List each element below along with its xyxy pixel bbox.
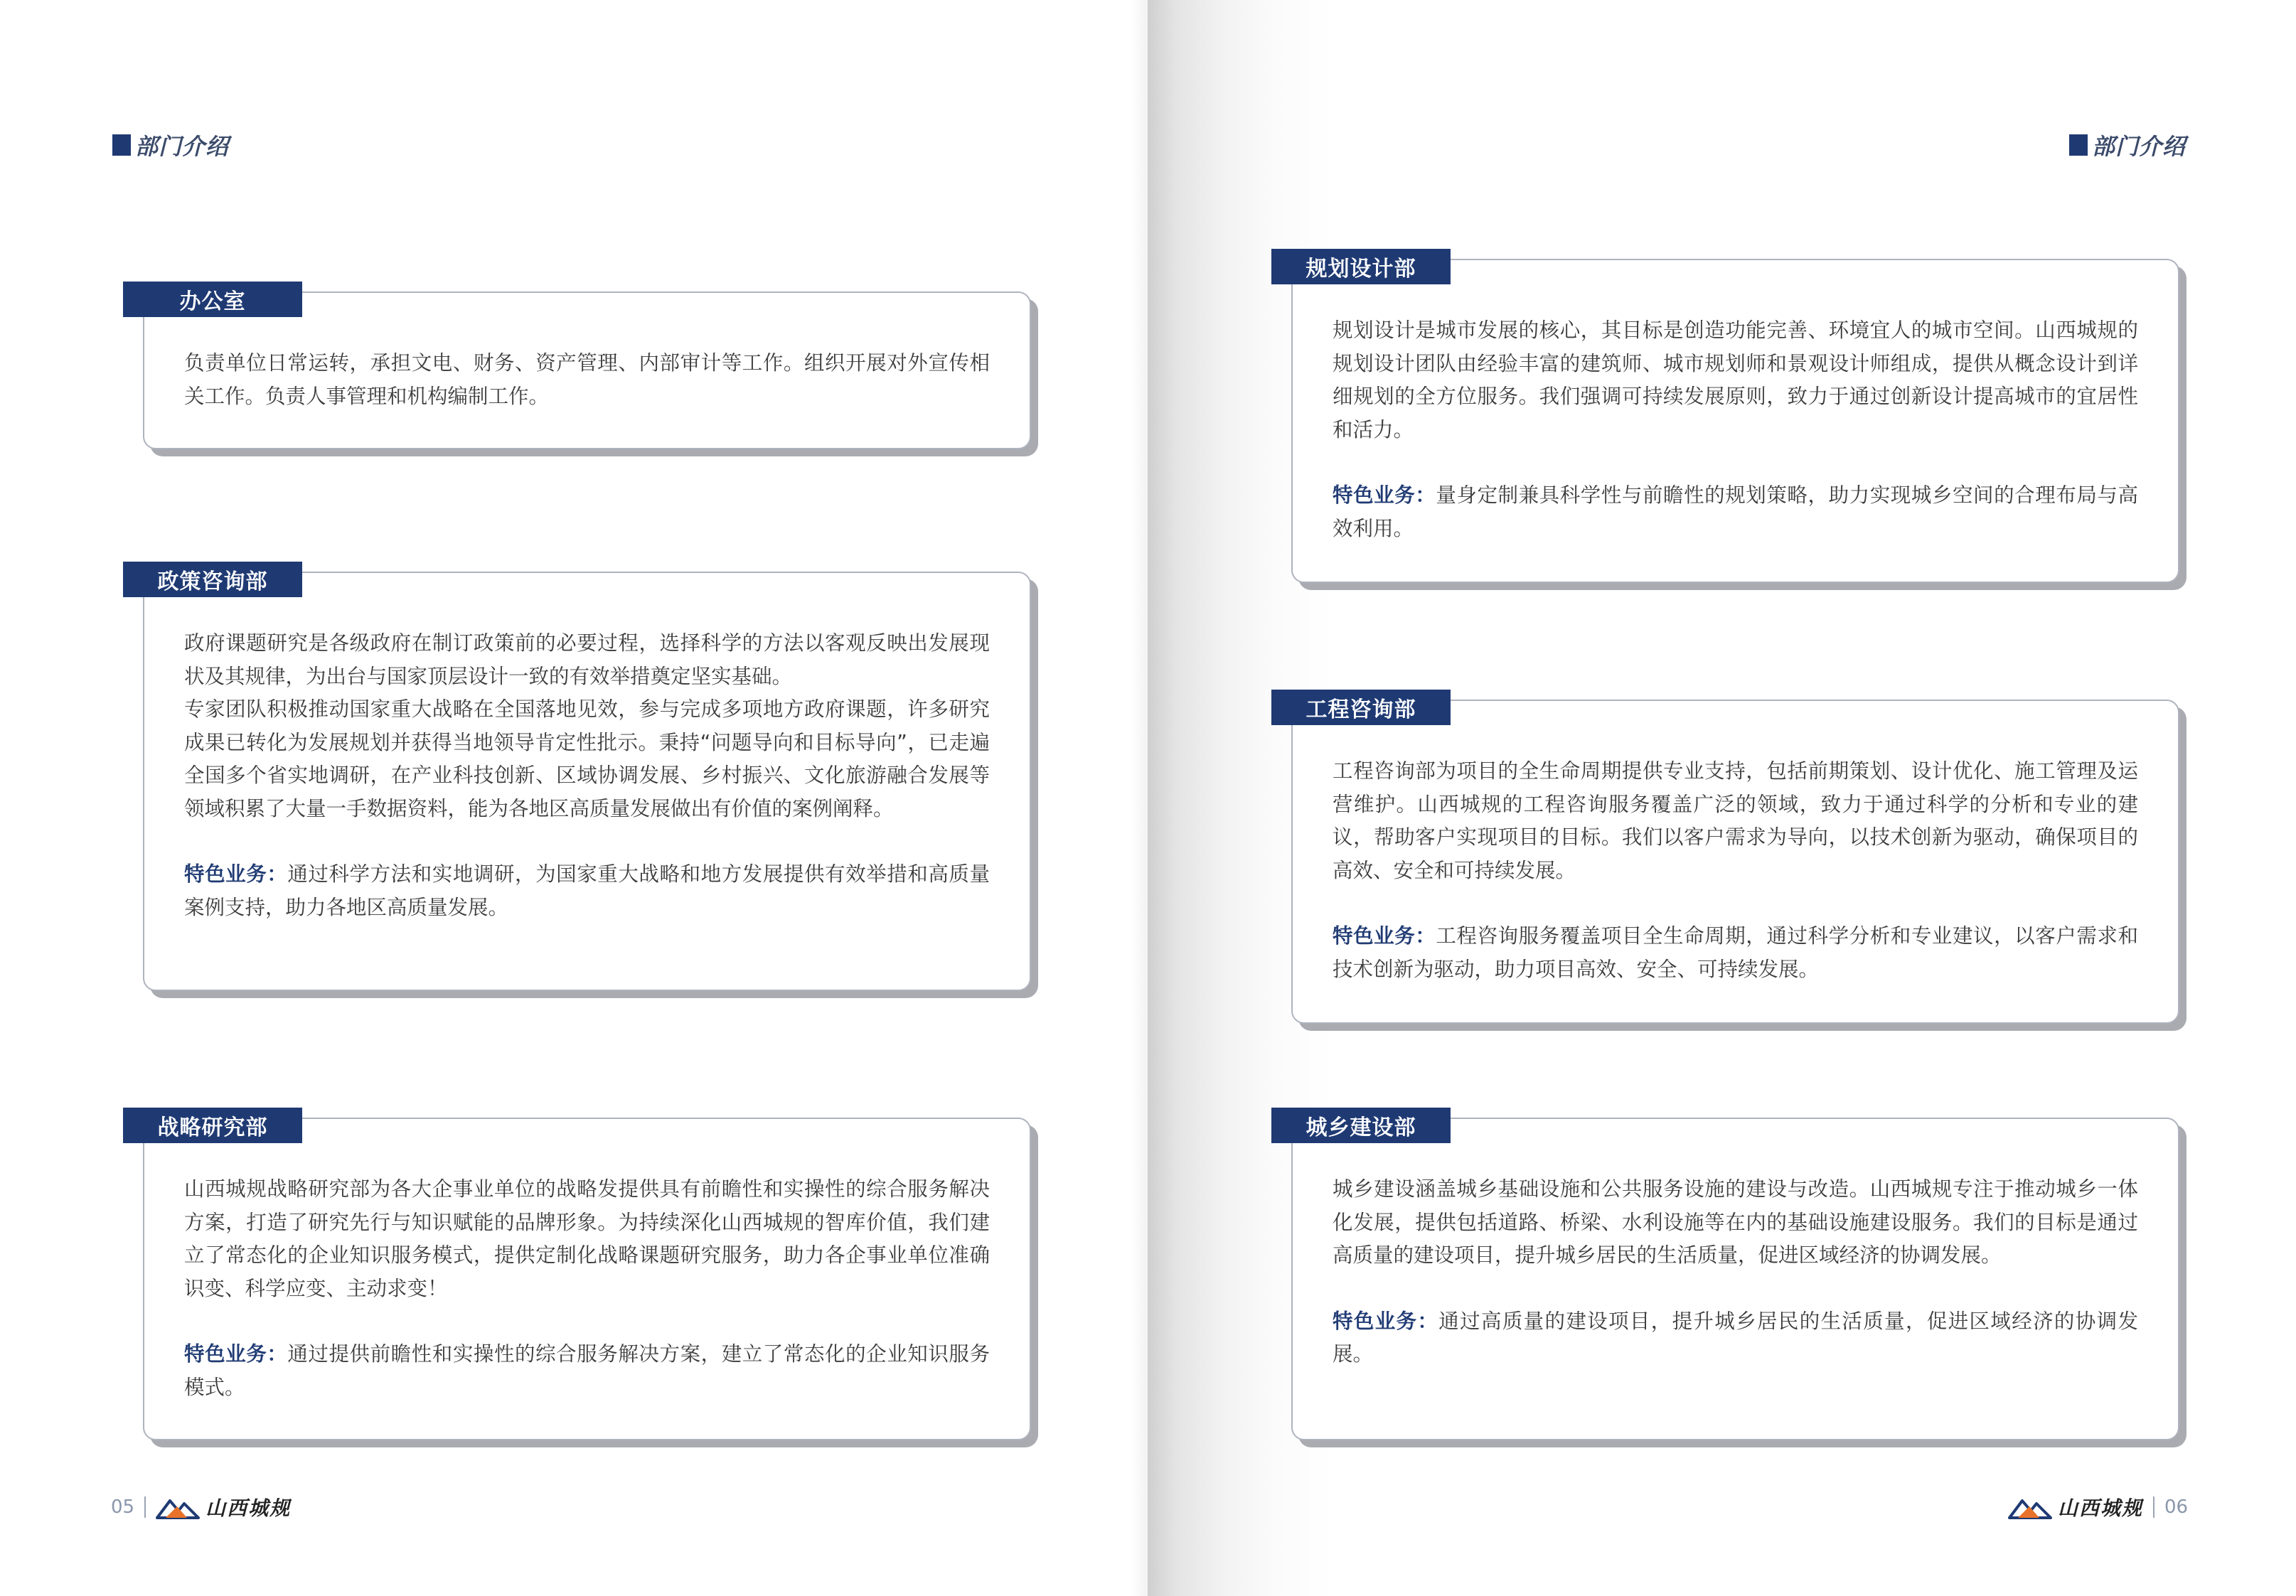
card-paragraph: 工程咨询部为项目的全生命周期提供专业支持，包括前期策划、设计优化、施工管理及运营维护。山西城规的工程咨询服务覆盖广泛的领域，致力于通过科学的分析和专业的建议，帮助客户实现项目的目标。我们以客户需求为导向，以技术创新为驱动，确保项目的高效、安全和可持续发展。 [1333,759,2138,882]
mountain-logo-icon [156,1495,200,1519]
card-paragraph: 专家团队积极推动国家重大战略在全国落地见效，参与完成多项地方政府课题，许多研究成果已转化为发展规划并获得当地领导肯定性批示。秉持“问题导向和目标导向”，已走遍全国多个省实地调研，在产业科技创新、区域协调发展、乡村振兴、文化旅游融合发展等领域积累了大量一手数据资料，能为各地区高质量发展做出有价值的案例阐释。 [184,697,990,820]
feature-text: 通过提供前瞻性和实操性的综合服务解决方案，建立了常态化的企业知识服务模式。 [184,1342,990,1399]
logo-text: 山西城规 [205,1496,292,1520]
feature-line [184,1338,990,1404]
feature-text: 量身定制兼具科学性与前瞻性的规划策略，助力实现城乡空间的合理布局与高效利用。 [1333,483,2138,540]
card-body [1333,314,2138,545]
page-number: 06 [2164,1496,2189,1518]
feature-line [1333,479,2138,545]
feature-text: 通过高质量的建设项目，提升城乡居民的生活质量，促进区域经济的协调发展。 [1333,1309,2138,1366]
card-body [184,347,990,413]
card-body [184,1173,990,1404]
card-paragraph: 政府课题研究是各级政府在制订政策前的必要过程，选择科学的方法以客观反映出发展现状及其规律，为出台与国家顶层设计一致的有效举措奠定坚实基础。 [184,631,990,688]
feature-line [1333,920,2138,986]
card-title-tab: 战略研究部 [123,1108,302,1143]
book-spine [1131,0,1148,1596]
card-paragraph: 规划设计是城市发展的核心，其目标是创造功能完善、环境宜人的城市空间。山西城规的规划设计团队由经验丰富的建筑师、城市规划师和景观设计师组成，提供从概念设计到详细规划的全方位服务。我们强调可持续发展原则，致力于通过创新设计提高城市的宜居性和活力。 [1333,318,2138,441]
feature-label: 特色业务： [184,1342,288,1366]
section-title: 部门介绍 [135,133,230,160]
card-planning [1291,259,2179,583]
logo [156,1493,291,1521]
card-strategy [143,1118,1031,1440]
card-paragraph: 山西城规战略研究部为各大企事业单位的战略发提供具有前瞻性和实操性的综合服务解决方案，打造了研究先行与知识赋能的品牌形象。为持续深化山西城规的智库价值，我们建立了常态化的企业知识服务模式，提供定制化战略课题研究服务，助力各企事业单位准确识变、科学应变、主动求变！ [184,1177,990,1300]
card-paragraph: 负责单位日常运转，承担文电、财务、资产管理、内部审计等工作。组织开展对外宣传相关工作。负责人事管理和机构编制工作。 [184,351,990,408]
feature-line [1333,1305,2138,1371]
card-body [184,627,990,924]
card-policy [143,572,1031,991]
card-title-tab: 政策咨询部 [123,562,302,597]
card-construction [1291,1118,2179,1440]
card-paragraph: 城乡建设涵盖城乡基础设施和公共服务设施的建设与改造。山西城规专注于推动城乡一体化发展，提供包括道路、桥梁、水利设施等在内的基础设施建设服务。我们的目标是通过高质量的建设项目，提升城乡居民的生活质量，促进区域经济的协调发展。 [1333,1177,2138,1267]
footer-right [2008,1493,2188,1521]
card-title-tab: 工程咨询部 [1271,690,1451,725]
footer-left [111,1493,291,1521]
feature-text: 通过科学方法和实地调研，为国家重大战略和地方发展提供有效举措和高质量案例支持，助力各地区高质量发展。 [184,862,990,919]
feature-label: 特色业务： [1333,483,1436,507]
feature-label: 特色业务： [1333,1309,1439,1333]
card-body [1333,1173,2138,1371]
card-title-tab: 办公室 [123,282,302,317]
logo [2008,1493,2143,1521]
feature-text: 工程咨询服务覆盖项目全生命周期，通过科学分析和专业建议，以客户需求和技术创新为驱动，助力项目高效、安全、可持续发展。 [1333,924,2138,981]
footer-divider [144,1496,146,1518]
card-title-tab: 规划设计部 [1271,249,1451,284]
section-marker-icon [112,134,131,156]
footer-divider [2153,1496,2154,1518]
feature-label: 特色业务： [184,862,288,886]
right-page [1148,0,2296,1596]
card-body [1333,755,2138,986]
mountain-logo-icon [2008,1495,2052,1519]
feature-line [184,858,990,924]
section-header-left [112,129,229,161]
card-engineering [1291,700,2179,1024]
page-number: 05 [111,1496,135,1518]
card-title-tab: 城乡建设部 [1271,1108,1451,1143]
section-title: 部门介绍 [2092,133,2186,160]
section-header-right [2069,129,2186,161]
feature-label: 特色业务： [1333,924,1436,948]
logo-text: 山西城规 [2058,1496,2144,1520]
section-marker-icon [2069,134,2088,156]
